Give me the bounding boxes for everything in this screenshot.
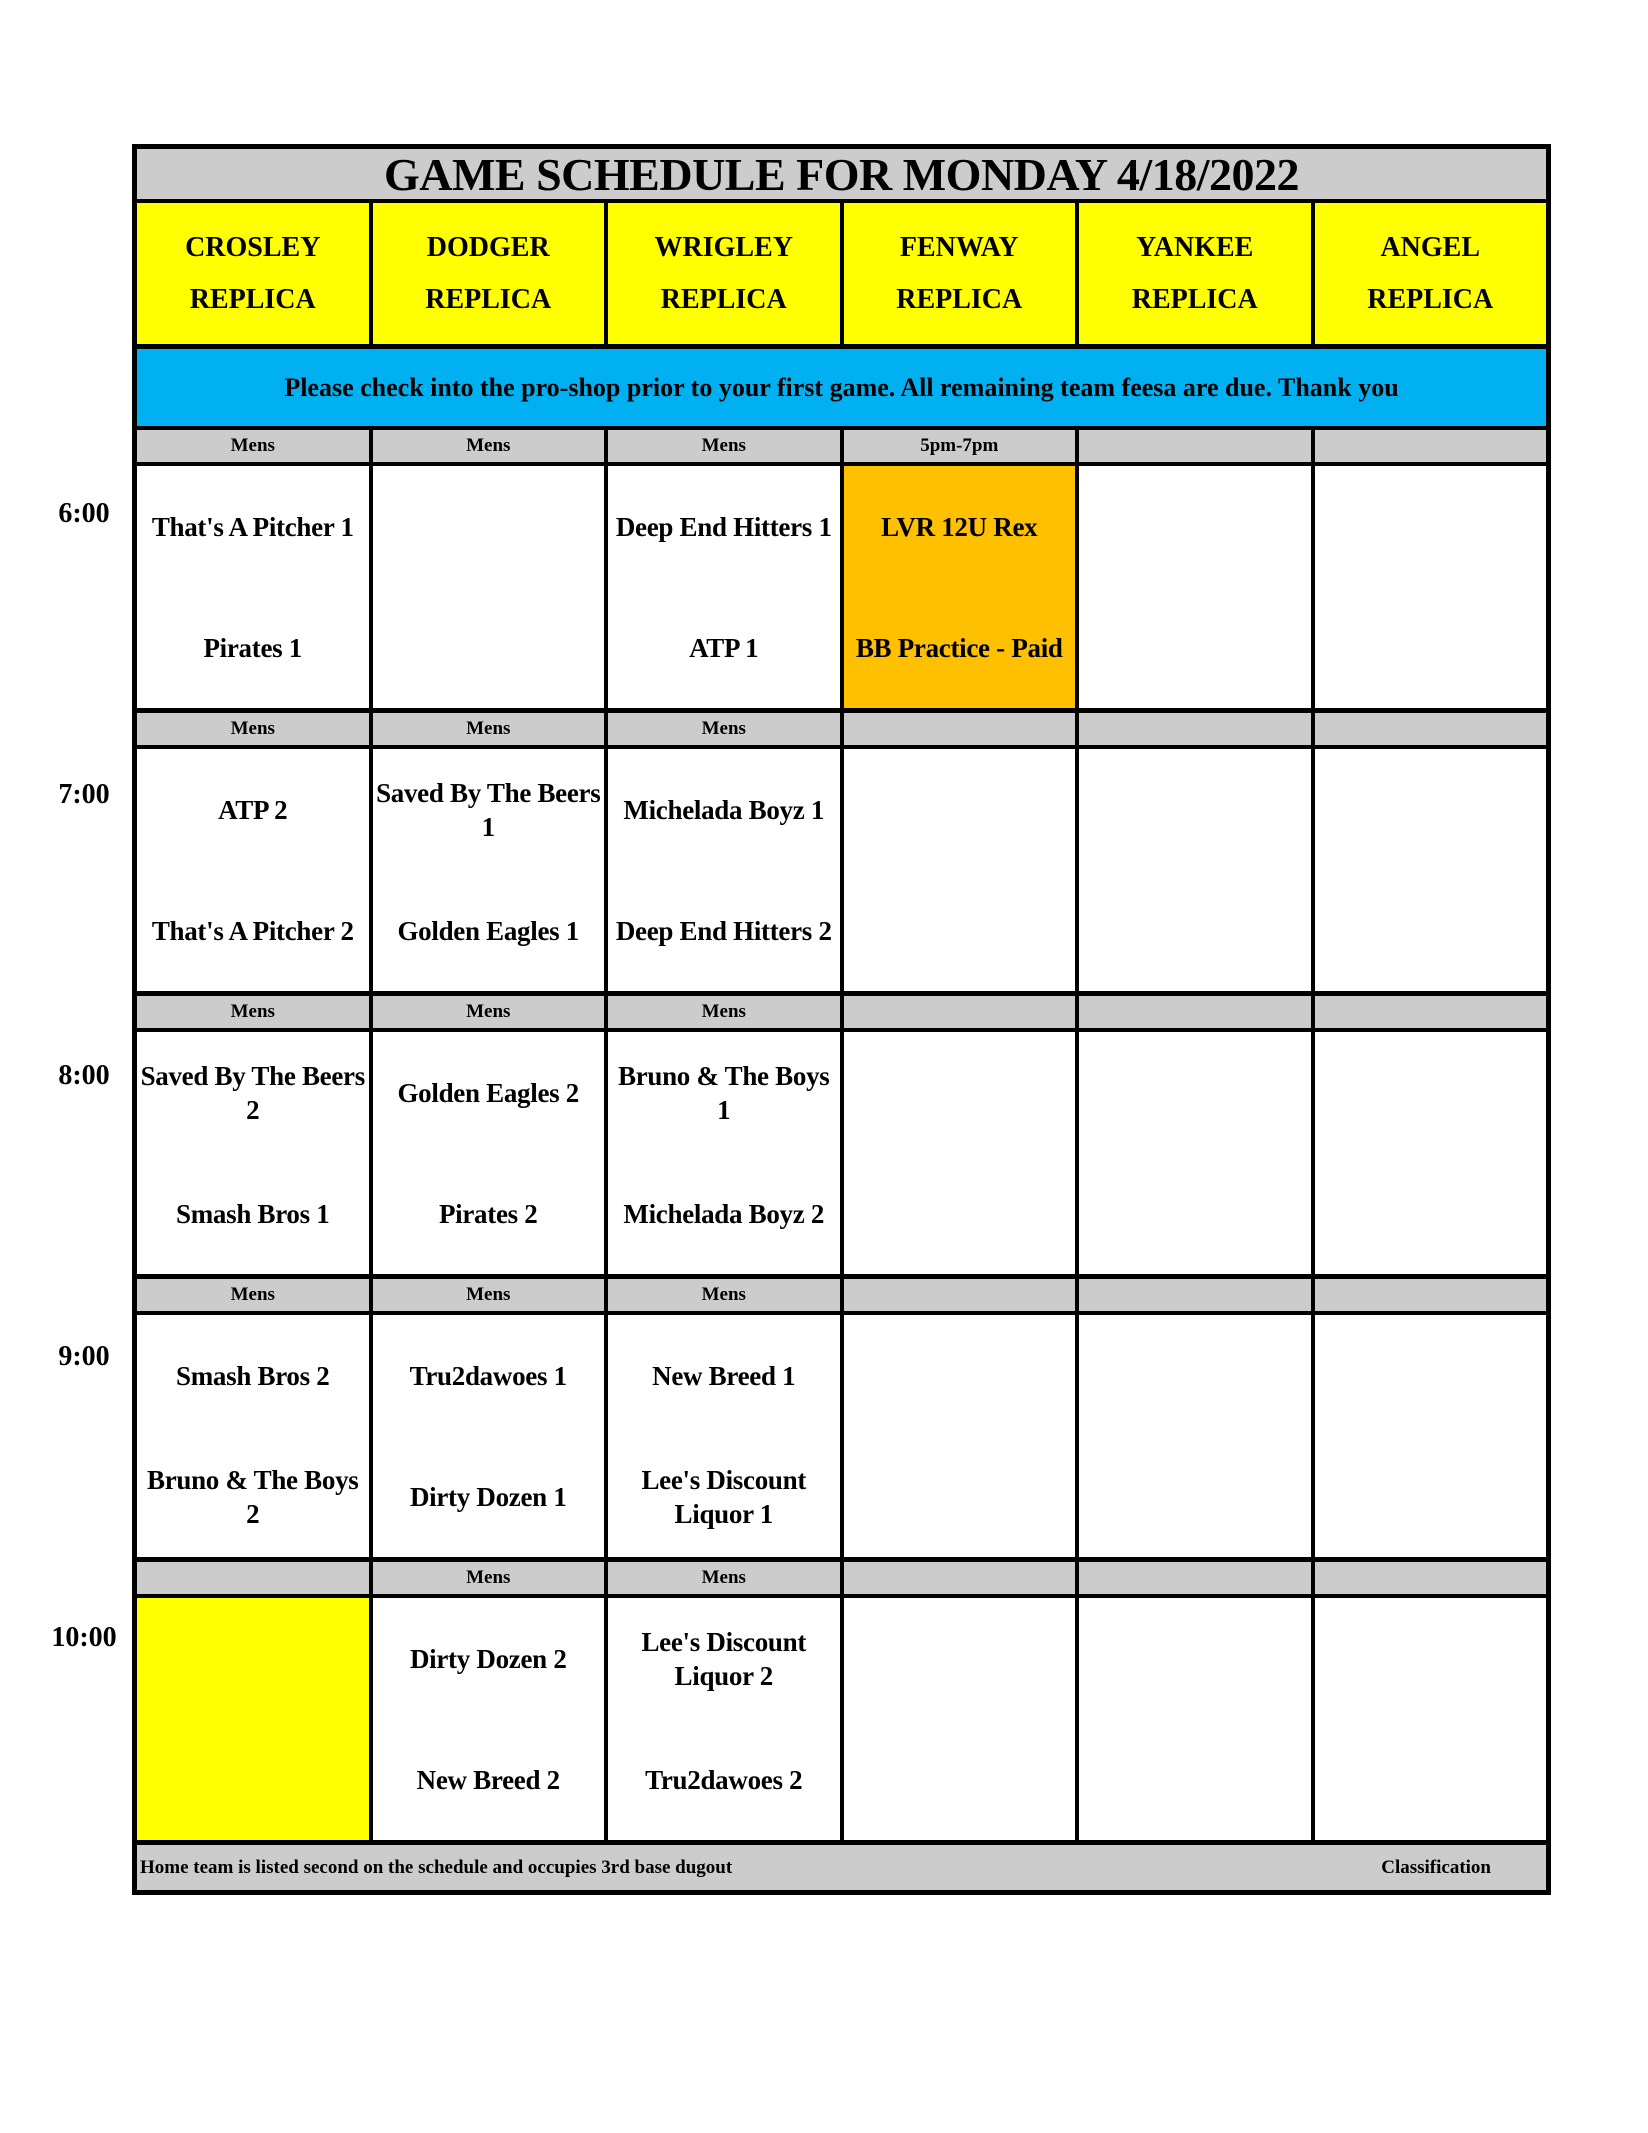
game-cell-wrigley: [608, 1032, 844, 1274]
classification-cell-dodger: Mens: [373, 996, 609, 1028]
home-team: [137, 1719, 369, 1840]
home-team: [1079, 1719, 1311, 1840]
visiting-team: Bruno & The Boys 1: [617, 1060, 830, 1125]
time-slots: [137, 430, 1546, 1845]
visiting-team: [1079, 1315, 1311, 1436]
classification-cell-dodger: Mens: [373, 713, 609, 745]
home-team: [373, 587, 605, 708]
game-cell-angel: [1315, 1315, 1547, 1557]
classification-cell-fenway: [844, 1562, 1080, 1594]
time-label: 9:00: [58, 1341, 110, 1372]
classification-cell-yankee: [1079, 996, 1315, 1028]
home-team: [1315, 870, 1547, 991]
home-team: [844, 1719, 1076, 1840]
game-cell-wrigley: [608, 749, 844, 991]
classification-label: Classification: [1381, 1856, 1491, 1878]
field-header-crosley: [137, 203, 373, 344]
game-cell-angel: [1315, 1032, 1547, 1274]
classification-cell-fenway: 5pm-7pm: [844, 430, 1080, 462]
schedule-title: GAME SCHEDULE FOR MONDAY 4/18/2022: [137, 149, 1546, 203]
visiting-team: [1079, 466, 1311, 587]
field-sub: REPLICA: [425, 283, 552, 315]
classification-row: [137, 1562, 1546, 1598]
visiting-team: [1315, 466, 1547, 587]
check-in-notice: Please check into the pro-shop prior to your first game. All remaining team feesa are due. Thank you: [137, 349, 1546, 430]
game-cell-dodger: [373, 1315, 609, 1557]
classification-cell-angel: [1315, 1562, 1547, 1594]
field-header-fenway: [844, 203, 1080, 344]
game-cell-crosley: [137, 1598, 373, 1840]
game-cell-dodger: [373, 1032, 609, 1274]
home-team: [1315, 587, 1547, 708]
classification-row: [137, 430, 1546, 466]
classification-cell-wrigley: Mens: [608, 996, 844, 1028]
field-sub: REPLICA: [1367, 283, 1494, 315]
classification-row: [137, 996, 1546, 1032]
game-cell-dodger: [373, 466, 609, 708]
visiting-team: [1315, 1032, 1547, 1153]
game-cell-wrigley: [608, 1315, 844, 1557]
classification-cell-dodger: Mens: [373, 1562, 609, 1594]
home-team: That's A Pitcher 2: [151, 915, 354, 946]
visiting-team: ATP 2: [218, 794, 288, 825]
game-cell-wrigley: [608, 466, 844, 708]
field-header-wrigley: [608, 203, 844, 344]
visiting-team: [844, 1032, 1076, 1153]
classification-row: [137, 1279, 1546, 1315]
game-cell-fenway: [844, 749, 1080, 991]
classification-cell-dodger: Mens: [373, 1279, 609, 1311]
visiting-team: [1315, 749, 1547, 870]
games-row: [137, 749, 1546, 996]
home-team: Smash Bros 1: [176, 1198, 330, 1229]
classification-cell-fenway: [844, 1279, 1080, 1311]
home-team: [1079, 1436, 1311, 1557]
home-team: Deep End Hitters 2: [615, 915, 832, 946]
classification-cell-crosley: Mens: [137, 996, 373, 1028]
classification-cell-angel: [1315, 996, 1547, 1028]
field-header-yankee: [1079, 203, 1315, 344]
visiting-team: [373, 466, 605, 587]
game-cell-yankee: [1079, 466, 1315, 708]
home-team: Dirty Dozen 1: [409, 1481, 567, 1512]
classification-cell-fenway: [844, 713, 1080, 745]
classification-cell-wrigley: Mens: [608, 430, 844, 462]
field-name: FENWAY: [899, 231, 1019, 263]
home-team: [844, 870, 1076, 991]
visiting-team: Golden Eagles 2: [397, 1077, 580, 1108]
visiting-team: Saved By The Beers 2: [140, 1060, 365, 1125]
home-team: [844, 1436, 1076, 1557]
game-cell-yankee: [1079, 1032, 1315, 1274]
classification-cell-yankee: [1079, 1562, 1315, 1594]
visiting-team: Saved By The Beers 1: [376, 777, 601, 842]
home-team: Lee's Discount Liquor 1: [641, 1464, 807, 1529]
visiting-team: [1079, 1032, 1311, 1153]
game-cell-wrigley: [608, 1598, 844, 1840]
game-cell-crosley: [137, 749, 373, 991]
home-team-note: Home team is listed second on the schedule and occupies 3rd base dugout: [140, 1856, 733, 1878]
home-team: [1315, 1719, 1547, 1840]
classification-cell-yankee: [1079, 1279, 1315, 1311]
game-cell-fenway: [844, 1315, 1080, 1557]
games-row: [137, 1315, 1546, 1562]
games-row: [137, 1598, 1546, 1845]
home-team: BB Practice - Paid: [855, 632, 1063, 663]
field-sub: REPLICA: [1131, 283, 1258, 315]
classification-row: [137, 713, 1546, 749]
game-cell-dodger: [373, 1598, 609, 1840]
time-label: 6:00: [58, 498, 110, 529]
game-cell-dodger: [373, 749, 609, 991]
field-name: ANGEL: [1380, 231, 1481, 263]
classification-cell-wrigley: Mens: [608, 1279, 844, 1311]
visiting-team: [137, 1598, 369, 1719]
visiting-team: [1315, 1315, 1547, 1436]
home-team: [1315, 1436, 1547, 1557]
game-cell-yankee: [1079, 749, 1315, 991]
home-team: Golden Eagles 1: [397, 915, 580, 946]
classification-cell-angel: [1315, 713, 1547, 745]
home-team: New Breed 2: [416, 1764, 560, 1795]
visiting-team: That's A Pitcher 1: [151, 511, 354, 542]
field-sub: REPLICA: [896, 283, 1023, 315]
field-name: CROSLEY: [185, 231, 321, 263]
visiting-team: [1315, 1598, 1547, 1719]
classification-cell-crosley: Mens: [137, 1279, 373, 1311]
classification-cell-angel: [1315, 1279, 1547, 1311]
classification-cell-wrigley: Mens: [608, 1562, 844, 1594]
visiting-team: LVR 12U Rex: [881, 511, 1038, 542]
games-row: [137, 466, 1546, 713]
field-header-dodger: [373, 203, 609, 344]
game-cell-yankee: [1079, 1315, 1315, 1557]
field-sub: REPLICA: [189, 283, 316, 315]
classification-cell-yankee: [1079, 430, 1315, 462]
home-team: Bruno & The Boys 2: [146, 1464, 359, 1529]
classification-cell-crosley: [137, 1562, 373, 1594]
time-label: 7:00: [58, 779, 110, 810]
classification-cell-wrigley: Mens: [608, 713, 844, 745]
game-cell-crosley: [137, 1315, 373, 1557]
field-name: YANKEE: [1136, 231, 1254, 263]
visiting-team: [844, 1315, 1076, 1436]
classification-cell-crosley: Mens: [137, 713, 373, 745]
game-cell-crosley: [137, 466, 373, 708]
visiting-team: [844, 1598, 1076, 1719]
classification-cell-crosley: Mens: [137, 430, 373, 462]
home-team: [1079, 587, 1311, 708]
field-header-angel: [1315, 203, 1547, 344]
field-name: WRIGLEY: [654, 231, 793, 263]
classification-cell-angel: [1315, 430, 1547, 462]
home-team: [844, 1153, 1076, 1274]
classification-cell-fenway: [844, 996, 1080, 1028]
home-team: [1079, 1153, 1311, 1274]
game-cell-yankee: [1079, 1598, 1315, 1840]
home-team: [1315, 1153, 1547, 1274]
visiting-team: Tru2dawoes 1: [409, 1360, 567, 1391]
visiting-team: Michelada Boyz 1: [623, 794, 825, 825]
time-label: 8:00: [58, 1060, 110, 1091]
game-cell-fenway: [844, 466, 1080, 708]
game-cell-angel: [1315, 1598, 1547, 1840]
home-team: Tru2dawoes 2: [645, 1764, 803, 1795]
visiting-team: Lee's Discount Liquor 2: [641, 1626, 807, 1691]
visiting-team: [844, 749, 1076, 870]
time-label: 10:00: [51, 1622, 117, 1653]
game-cell-fenway: [844, 1032, 1080, 1274]
home-team: Pirates 1: [203, 632, 302, 663]
visiting-team: Dirty Dozen 2: [409, 1643, 567, 1674]
visiting-team: Deep End Hitters 1: [615, 511, 832, 542]
visiting-team: New Breed 1: [652, 1360, 796, 1391]
visiting-team: [1079, 749, 1311, 870]
home-team: Pirates 2: [438, 1198, 538, 1229]
field-sub: REPLICA: [660, 283, 787, 315]
game-cell-crosley: [137, 1032, 373, 1274]
field-name: DODGER: [426, 231, 550, 263]
visiting-team: Smash Bros 2: [176, 1360, 330, 1391]
home-team: Michelada Boyz 2: [623, 1198, 825, 1229]
schedule-footer: [137, 1845, 1546, 1890]
classification-cell-yankee: [1079, 713, 1315, 745]
game-cell-fenway: [844, 1598, 1080, 1840]
field-header-row: [137, 203, 1546, 349]
game-cell-angel: [1315, 749, 1547, 991]
home-team: ATP 1: [689, 632, 759, 663]
game-cell-angel: [1315, 466, 1547, 708]
classification-cell-dodger: Mens: [373, 430, 609, 462]
home-team: [1079, 870, 1311, 991]
visiting-team: [1079, 1598, 1311, 1719]
games-row: [137, 1032, 1546, 1279]
game-schedule-table: [132, 144, 1551, 1895]
